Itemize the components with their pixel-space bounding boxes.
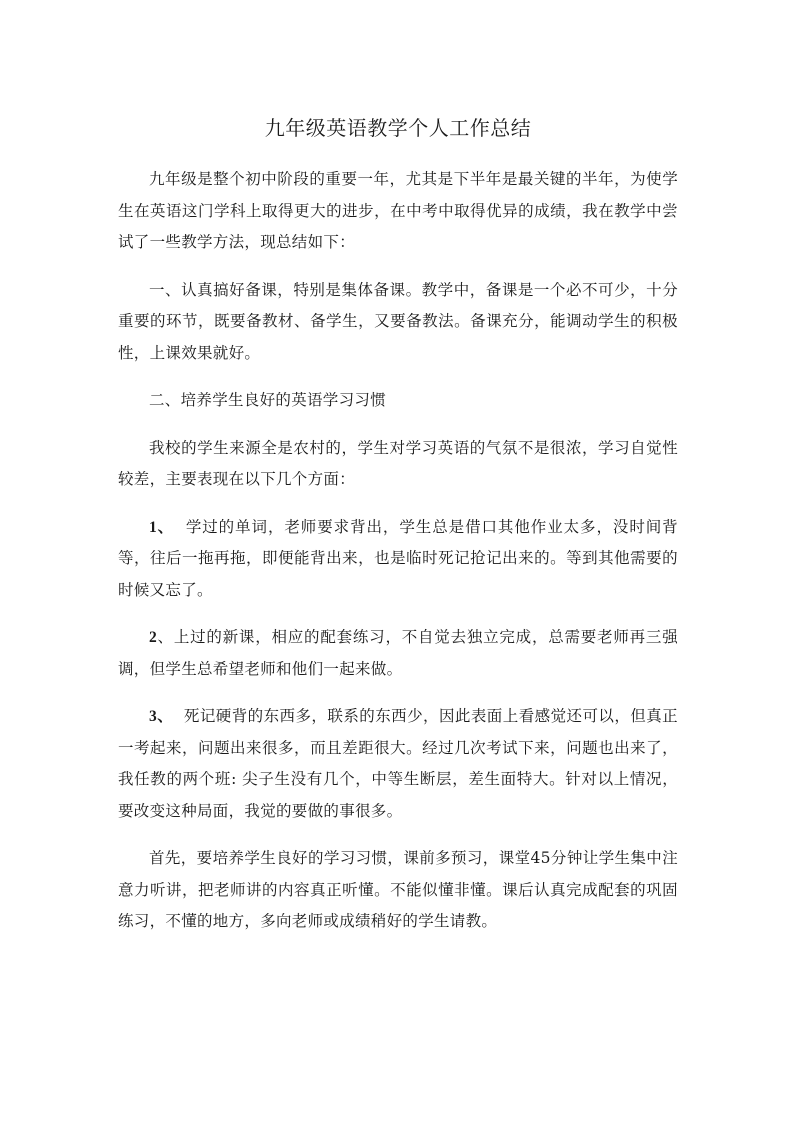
paragraph-section-2-heading: 二、培养学生良好的英语学习习惯 [149,391,387,409]
paragraph-background: 我校的学生来源全是农村的，学生对学习英语的气氛不是很浓，学习自觉性较差，主要表现在以下几个方面： [118,438,678,488]
document-title: 九年级英语教学个人工作总结 [264,116,532,140]
paragraph-intro: 九年级是整个初中阶段的重要一年，尤其是下半年是最关键的半年，为使学生在英语这门学科上取得更大的进步，在中考中取得优异的成绩，我在教学中尝试了一些教学方法，现总结如下： [118,170,678,251]
item-number: 1、 [149,518,175,536]
paragraph-item-1: 1、 学过的单词，老师要求背出，学生总是借口其他作业太多，没时间背等，往后一拖再拖，即便能背出来，也是临时死记抢记出来的。等到其他需要的时候又忘了。 [118,517,678,599]
paragraph-item-3: 3、 死记硬背的东西多，联系的东西少，因此表面上看感觉还可以，但真正一考起来，问题出来很多，而且差距很大。经过几次考试下来，问题也出来了，我任教的两个班: 尖子生没有几个，中等生断层，差生面特大。针对以上情况，要改变这种局面，我觉的要做的事很多。 [118,707,678,820]
item-number: 2 [149,629,158,646]
paragraph-section-1: 一、认真搞好备课，特别是集体备课。教学中，备课是一个必不可少，十分重要的环节，既要备教材、备学生，又要备教法。备课充分，能调动学生的积极性，上课效果就好。 [118,280,678,362]
document-body [118,112,678,954]
paragraph-conclusion: 首先，要培养学生良好的学习习惯，课前多预习，课堂45分钟让学生集中注意力听讲，把老师讲的内容真正听懂。不能似懂非懂。课后认真完成配套的巩固练习，不懂的地方，多向老师或成绩稍好的学生请教。 [118,849,678,930]
paragraph-item-2: 2、上过的新课，相应的配套练习，不自觉去独立完成，总需要老师再三强调，但学生总希望老师和他们一起来做。 [118,628,678,678]
item-number: 3、 [149,708,174,725]
